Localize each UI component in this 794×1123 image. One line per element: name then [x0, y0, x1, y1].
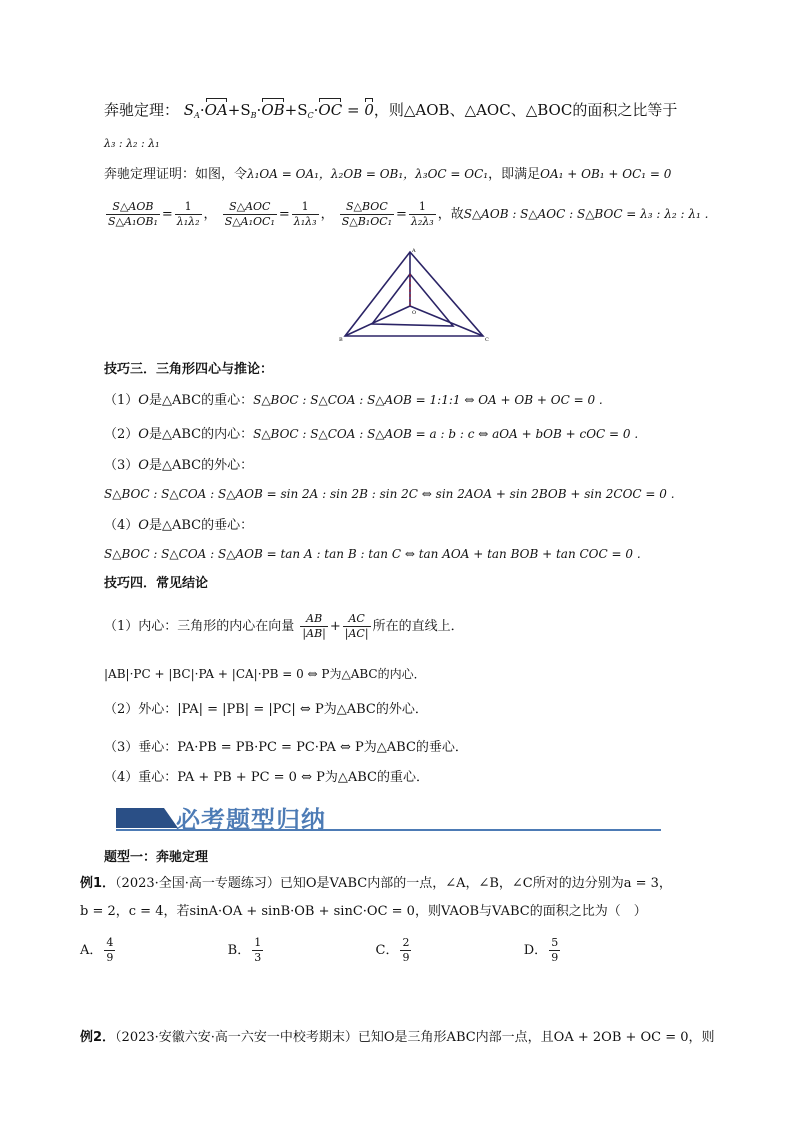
area-ratio-line: $\frac{\text{S△AOB}}{\text{S△A₁OB₁}}$ = $\frac{1}{\text{λ₁λ₂}}$ ， $\frac{\text{S△AOC}}{\text{S△A₁OC₁}}$ = $\frac{1}{\text{λ₁λ₃}}$ ， $\frac{\text{S△BOC}}{\text{S△B₁OC₁}}$ = $\frac{1}{\text{λ₂λ₃}}$ ，故S△AOB : S△AOC : S△BOC = λ₃ : λ₂ : λ₁ .	[108, 200, 709, 228]
text: （1）内心：三角形的内心在向量	[104, 619, 295, 634]
den: 3	[254, 951, 262, 964]
label-a: A	[412, 248, 416, 254]
frac-2	[223, 200, 277, 229]
sym: S	[183, 101, 195, 119]
proof-line	[104, 164, 671, 185]
frac-ac	[343, 612, 371, 641]
point-4	[104, 516, 253, 536]
conclusion-1: （1）内心：三角形的内心在向量 $\frac{AB}{|AB|}$ + $\frac{AC}{|AC|}$ 所在的直线上．	[104, 612, 464, 640]
theorem-line: 奔驰定理： $S_A\cdot OA+S_B\cdot OB+S_C\cdot OC = 0$，则△AOB、△AOC、△BOC的面积之比等于	[104, 101, 678, 120]
label-c: C	[485, 337, 489, 343]
den: |AC|	[344, 627, 369, 640]
frac-1r	[175, 200, 202, 229]
conclusion-1b: |AB|·PC + |BC|·PA + |CA|·PB = 0 ⇔ P为△ABC的内心．	[104, 667, 426, 681]
banner-title: 必考题型归纳	[176, 806, 326, 834]
sub: A	[194, 111, 200, 120]
frac-3r	[409, 200, 436, 229]
text: ，故	[437, 207, 464, 222]
num: S△AOC	[223, 200, 277, 215]
vec-oc: OC	[318, 101, 343, 119]
vec-oa: OA	[204, 101, 228, 119]
text: （2023·安徽六安·高一六安一中校考期末）已知O是三角形ABC内部一点，且OA + 2OB + OC = 0，则	[115, 1030, 715, 1045]
point-3-formula: S△BOC : S△COA : S△AOB = sin 2A : sin 2B : sin 2C ⇔ sin 2AOA + sin 2BOB + sin 2COC = 0 .	[104, 487, 675, 501]
sym: +S	[284, 101, 308, 119]
den: S△A₁OB₁	[108, 215, 158, 228]
num: （2）	[104, 427, 139, 442]
label-b: B	[339, 337, 343, 343]
frac-d	[549, 936, 560, 965]
frac-b	[252, 936, 263, 965]
example-1-cont: b = 2，c = 4，若sinA·OA + sinB·OB + sinC·OC = 0，则VAOB与VABC的面积之比为（ ）	[80, 904, 647, 919]
o: O	[138, 427, 149, 442]
num: 2	[402, 936, 410, 949]
point-2	[104, 424, 638, 445]
den: |AB|	[302, 627, 326, 640]
example-2	[80, 1028, 715, 1048]
o: O	[138, 458, 149, 473]
den: λ₂λ₃	[410, 215, 434, 228]
frac-2r	[292, 200, 319, 229]
text: ，即满足	[488, 167, 541, 182]
tip3-heading: 技巧三．三角形四心与推论：	[104, 362, 274, 377]
tip4-heading: 技巧四．常见结论	[104, 576, 209, 591]
den: λ₁λ₃	[293, 215, 317, 228]
sym: +S	[227, 101, 251, 119]
den: S△A₁OC₁	[224, 215, 275, 228]
frac-c	[400, 936, 411, 965]
options	[80, 936, 562, 965]
num: 1	[175, 200, 202, 215]
sub: C	[307, 111, 314, 120]
num: 1	[292, 200, 319, 215]
num: 5	[551, 936, 559, 949]
text: ，则△AOB、△AOC、△BOC的面积之比等于	[373, 101, 678, 119]
o: O	[138, 518, 149, 533]
frac-ab	[300, 612, 327, 641]
num: （1）	[104, 393, 139, 408]
point-3	[104, 456, 253, 476]
type-heading: 题型一：奔驰定理	[104, 850, 209, 865]
num: 4	[106, 936, 114, 949]
math: S△AOB : S△AOC : S△BOC = λ₃ : λ₂ : λ₁ .	[463, 207, 709, 221]
benz-triangle-figure	[335, 244, 495, 344]
vec-ob: OB	[261, 101, 285, 119]
option-c: C．	[375, 943, 399, 958]
option-a: A．	[80, 943, 103, 958]
num: S△AOB	[106, 200, 160, 215]
conclusion-4: （4）重心：PA + PB + PC = 0 ⇔ P为△ABC的重心．	[104, 770, 429, 785]
text: 所在的直线上．	[372, 619, 464, 634]
num: （3）	[104, 458, 139, 473]
den: 9	[551, 951, 559, 964]
frac-1	[106, 200, 160, 229]
text: （2023·全国·高一专题练习）已知O是VABC内部的一点，∠A，∠B，∠C所对的边分别为a = 3，	[115, 876, 672, 891]
frac-3	[340, 200, 394, 229]
num: AC	[343, 612, 371, 627]
math: OA₁ + OB₁ + OC₁ = 0	[540, 167, 672, 181]
sym: =	[346, 101, 360, 119]
conclusion-2: （2）外心：|PA| = |PB| = |PC| ⇔ P为△ABC的外心．	[104, 702, 428, 717]
num: 1	[409, 200, 436, 215]
text: 是△ABC的垂心：	[148, 518, 254, 533]
point-1	[104, 390, 603, 411]
option-b: B．	[227, 943, 251, 958]
label-o: O	[412, 310, 417, 316]
text: 是△ABC的重心：	[148, 393, 254, 408]
point-4-formula: S△BOC : S△COA : S△AOB = tan A : tan B : tan C ⇔ tan AOA + tan BOB + tan COC = 0 .	[104, 547, 641, 561]
o: O	[138, 393, 149, 408]
option-d: D．	[523, 943, 548, 958]
num: 1	[254, 936, 262, 949]
text: 是△ABC的外心：	[148, 458, 254, 473]
text: 奔驰定理证明：如图，令	[104, 167, 248, 182]
den: 9	[106, 951, 114, 964]
math: S△BOC : S△COA : S△AOB = a : b : c ⇔ aOA + bOB + cOC = 0 .	[253, 427, 639, 441]
den: λ₁λ₂	[176, 215, 200, 228]
num: AB	[300, 612, 327, 627]
example-num: 例2．	[80, 1030, 116, 1045]
example-num: 例1．	[80, 876, 116, 891]
den: 9	[402, 951, 410, 964]
den: S△B₁OC₁	[341, 215, 393, 228]
num: （4）	[104, 518, 139, 533]
math: λ₁OA = OA₁，λ₂OB = OB₁，λ₃OC = OC₁	[247, 167, 489, 181]
zero-vec: 0	[364, 101, 374, 119]
frac-a	[104, 936, 115, 965]
conclusion-3: （3）垂心：PA·PB = PB·PC = PC·PA ⇔ P为△ABC的垂心．	[104, 740, 468, 755]
label: 奔驰定理：	[104, 101, 180, 119]
ratio-line: λ₃ : λ₂ : λ₁	[104, 137, 160, 150]
num: S△BOC	[340, 200, 394, 215]
text: 是△ABC的内心：	[148, 427, 254, 442]
sub: B	[250, 111, 257, 120]
example-1	[80, 874, 672, 894]
math: S△BOC : S△COA : S△AOB = 1:1:1 ⇔ OA + OB + OC = 0 .	[253, 393, 603, 407]
